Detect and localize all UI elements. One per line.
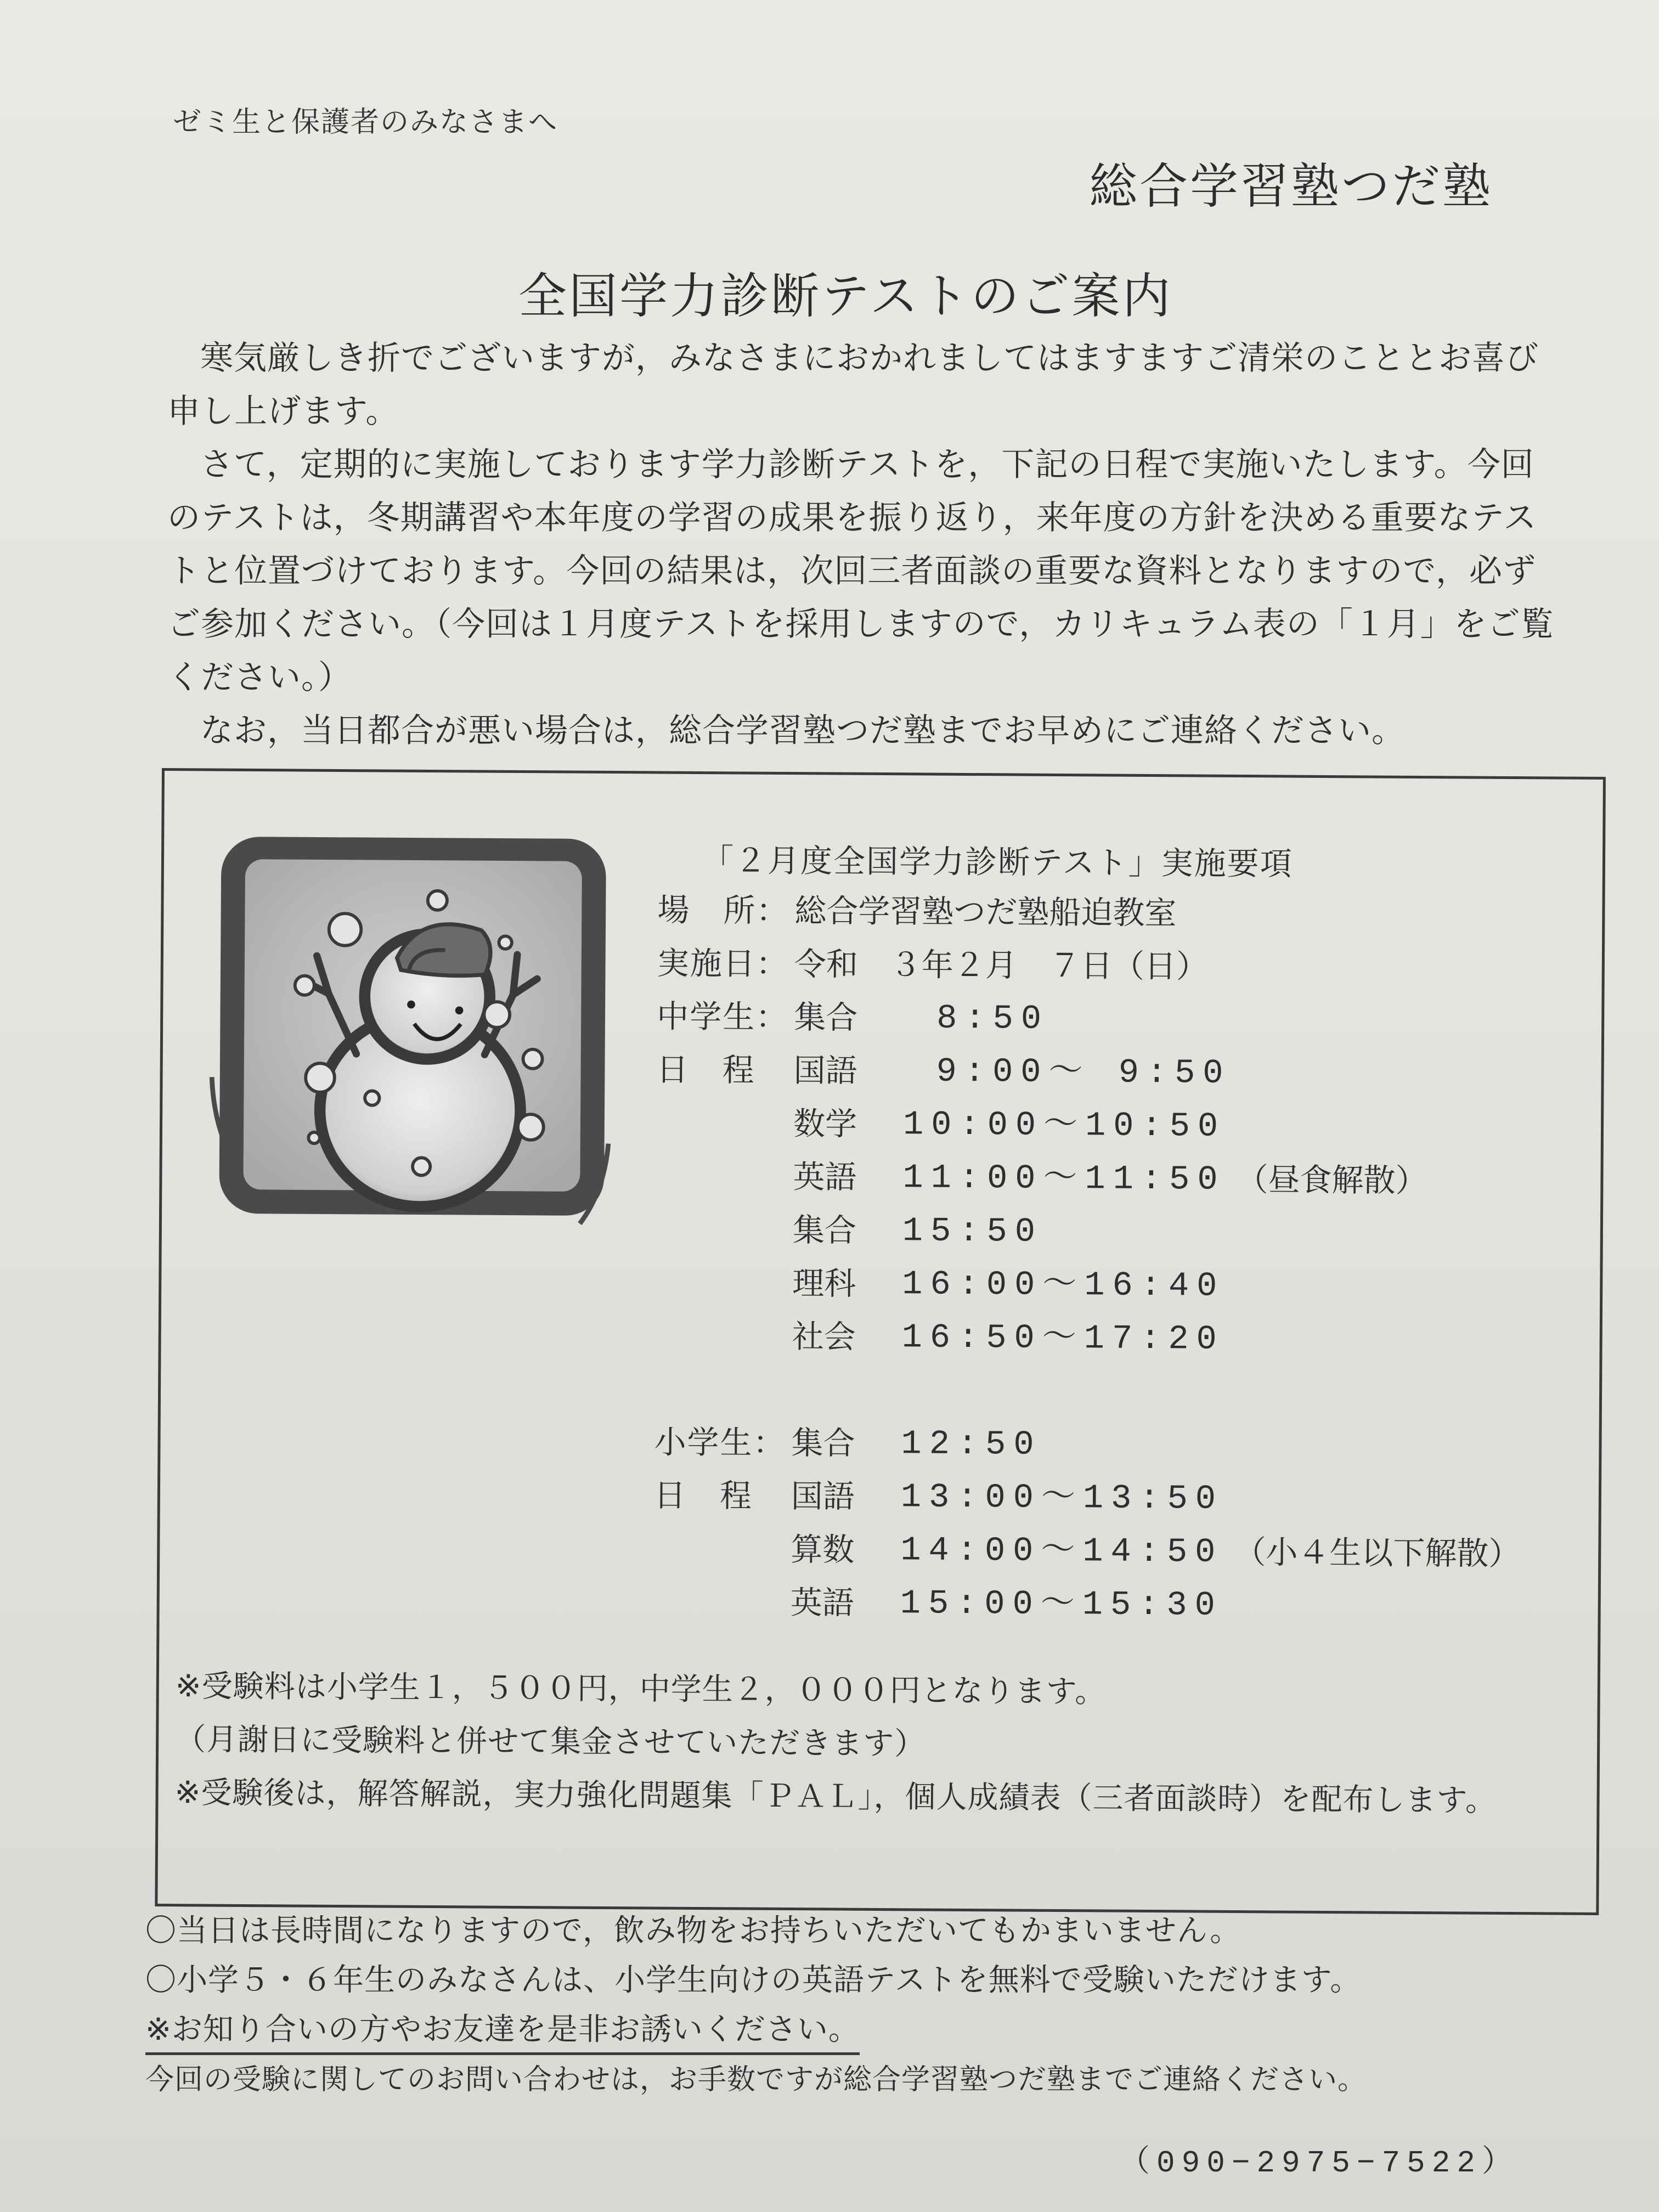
schedule-subject: 算数 (791, 1531, 855, 1568)
fee-notes (174, 1660, 1580, 1828)
contact-note: 今回の受験に関してのお問い合わせは，お手数ですが総合学習塾つだ塾までご連絡ください。 (145, 2063, 1367, 2096)
elem-schedule-row (653, 1522, 1521, 1581)
phone-number: （090−2975−7522） (1119, 2146, 1519, 2181)
elem-assembly-label: 集合 (791, 1424, 855, 1462)
absence-paragraph: なお，当日都合が悪い場合は，総合学習塾つだ塾までお早めにご連絡ください。 (200, 712, 1405, 750)
elem-assembly-time: 12:50 (901, 1424, 1042, 1464)
test-outline-box (155, 768, 1606, 1915)
jhs-schedule-row (654, 1310, 1522, 1368)
jhs-schedule-label: 日 程 (656, 1051, 755, 1089)
date-row (657, 937, 1525, 996)
schedule-time: 9:00〜 9:50 (936, 1052, 1231, 1093)
outline-heading: 「２月度全国学力診断テスト」実施要項 (701, 842, 1293, 883)
invite-note: ※お知り合いの方やお友達を是非お誘いください。 (145, 2008, 860, 2055)
schedule-subject: 社会 (792, 1318, 856, 1356)
schedule-subject: 国語 (793, 1052, 857, 1090)
intro-text (167, 332, 1561, 758)
schedule-time: 11:00〜11:50 (902, 1158, 1226, 1199)
jhs-schedule-row (655, 1256, 1522, 1315)
document-title: 全国学力診断テストのご案内 (518, 268, 1173, 324)
snowman-illustration (203, 812, 623, 1248)
schedule-note: （小４生以下解散） (1234, 1533, 1521, 1573)
schedule-time: 10:00〜10:50 (902, 1105, 1226, 1146)
location-label: 場 所： (657, 891, 789, 929)
location-value: 総合学習塾つだ塾船迫教室 (794, 892, 1177, 932)
drinks-note: 〇当日は長時間になりますので，飲み物をお持ちいただいてもかまいません。 (145, 1913, 1242, 1949)
schedule-time: 16:50〜17:20 (901, 1318, 1224, 1359)
elem-schedule-label: 日 程 (653, 1476, 753, 1515)
schedule-time: 15:50 (902, 1211, 1043, 1251)
greeting-paragraph: 寒気厳しき折でございますが，みなさまにおかれましてはますますご清栄のこととお喜び申し上げます。 (167, 339, 1539, 431)
fee-collection-note: （月謝日に受験料と併せて集金させていただきます） (174, 1722, 926, 1762)
schedule-time: 13:00〜13:50 (900, 1477, 1224, 1519)
jhs-schedule-row (656, 1203, 1523, 1262)
date-label: 実施日： (657, 944, 789, 983)
jhs-schedule-row (656, 1097, 1523, 1155)
jhs-schedule-row (656, 1043, 1523, 1102)
elem-assembly-row (654, 1416, 1521, 1475)
elem-schedule-row (653, 1576, 1520, 1634)
schedule-time: 15:00〜15:30 (900, 1584, 1223, 1625)
addressee: ゼミ生と保護者のみなさまへ (173, 106, 558, 139)
schedule-subject: 集合 (792, 1211, 857, 1249)
location-row (657, 884, 1525, 943)
jhs-assembly-time: 8:50 (936, 998, 1049, 1039)
schedule-time: 16:00〜16:40 (902, 1265, 1225, 1306)
schedule-subject: 英語 (793, 1158, 857, 1196)
jhs-assembly-row (657, 990, 1524, 1049)
schedule-note: （昼食解散） (1236, 1160, 1427, 1200)
date-value: 令和 ３年２月 ７日（日） (794, 945, 1209, 985)
jhs-schedule-row (656, 1150, 1523, 1209)
schedule-subject: 数学 (793, 1105, 857, 1143)
schedule-time: 14:00〜14:50 (900, 1531, 1223, 1572)
organization-name: 総合学習塾つだ塾 (1089, 158, 1493, 215)
elem-schedule-row (654, 1469, 1521, 1528)
announcement-paragraph: さて，定期的に実施しております学力診断テストを，下記の日程で実施いたします。今回のテストは，冬期講習や本年度の学習の成果を振り返り，来年度の方針を決める重要なテストと位置づけております。今回の結果は，次回三者面談の重要な資料となりますので，必ずご参加ください。（今回は１月度テストを採用しますので，カリキュラム表の「１月」をご覧ください。） (167, 445, 1554, 697)
materials-note: ※受験後は，解答解説，実力強化問題集「ＰＡＬ」，個人成績表（三者面談時）を配布します。 (174, 1775, 1497, 1819)
schedule-subject: 国語 (791, 1477, 855, 1515)
jhs-assembly-label: 集合 (794, 998, 858, 1036)
schedule-subject: 英語 (790, 1584, 854, 1622)
schedule-subject: 理科 (792, 1265, 856, 1302)
footer-notes (145, 1906, 1627, 2104)
outline-details (653, 884, 1524, 1634)
jhs-label: 中学生： (657, 997, 789, 1036)
english-test-note: 〇小学５・６年生のみなさんは、小学生向けの英語テストを無料で受験いただけます。 (145, 1962, 1362, 1998)
elem-label: 小学生： (654, 1423, 786, 1462)
fee-note: ※受験料は小学生１，５００円，中学生２，０００円となります。 (175, 1668, 1107, 1710)
